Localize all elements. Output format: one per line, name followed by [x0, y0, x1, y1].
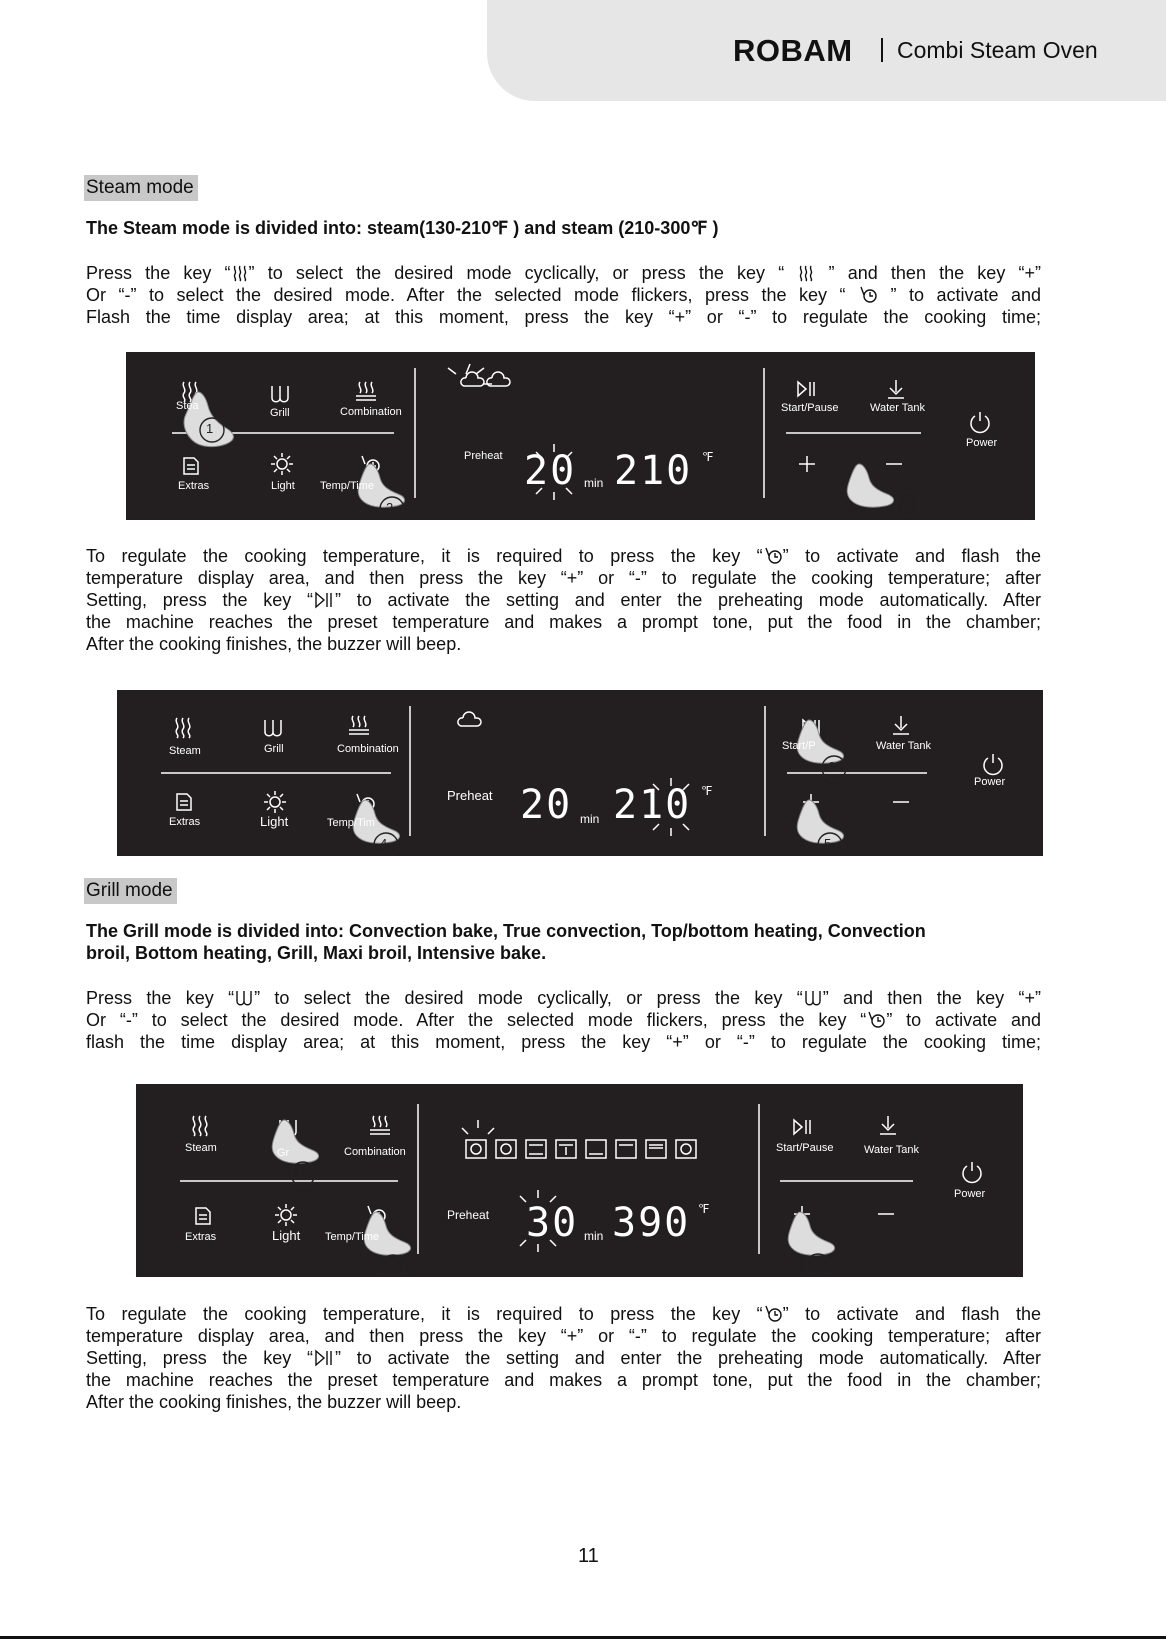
temp-time-icon — [763, 545, 783, 565]
text-segment: To regulate the cooking temperature, it is required to press the key “ — [86, 1304, 763, 1324]
text-segment: ” to activate and — [886, 1010, 1041, 1030]
flash-icon — [448, 364, 492, 384]
combination-key-label: Combination — [340, 406, 402, 418]
text-segment: ” and then the key “+” — [815, 263, 1041, 283]
water-tank-key-label: Water Tank — [876, 740, 932, 752]
start-pause-icon — [794, 1120, 810, 1134]
step-marker: 3 — [902, 495, 910, 510]
text-line — [86, 545, 1041, 567]
control-panel-steam-1 — [126, 352, 1035, 520]
power-icon — [971, 412, 989, 432]
steam-mode-tag: Steam mode — [84, 175, 198, 201]
start-pause-key-label: Start/P — [782, 740, 816, 752]
text-segment: ” to select the desired mode cyclically, or press the key “ — [254, 988, 803, 1008]
water-tank-key-label: Water Tank — [870, 402, 926, 414]
steam-icon — [231, 264, 249, 282]
start-pause-key-label: Start/Pause — [776, 1142, 834, 1154]
text-line — [86, 1347, 1041, 1369]
text-line — [86, 262, 1041, 284]
steam-paragraph-2 — [86, 545, 1041, 655]
power-icon — [963, 1162, 981, 1182]
flash-icon — [462, 1120, 494, 1134]
preheat-label: Preheat — [464, 450, 503, 462]
power-key-label: Power — [954, 1188, 986, 1200]
grill-key-label: Grill — [264, 743, 284, 755]
power-key-label: Power — [974, 776, 1006, 788]
text-line: temperature display area, and then press the key “+” or “-” to regulate the cooking temperature; after — [86, 568, 1041, 588]
preheat-label: Preheat — [447, 788, 493, 803]
step-marker: 6 — [828, 759, 836, 774]
text-line: Flash the time display area; at this moment, press the key “+” or “-” to regulate the cooking time; — [86, 307, 1041, 327]
text-segment: Or “-” to select the desired mode. After the selected mode flickers, press the key “ — [86, 1010, 867, 1030]
light-icon — [277, 459, 287, 469]
grill-mode-tag: Grill mode — [84, 878, 177, 904]
text-line — [86, 987, 1041, 1009]
grill-icon — [265, 720, 281, 736]
text-line — [86, 589, 1041, 611]
light-key-label: Light — [272, 1228, 301, 1243]
extras-key-label: Extras — [169, 816, 201, 828]
grill-mode-heading — [86, 920, 1066, 964]
time-display: 20 — [520, 782, 573, 828]
text-line: After the cooking finishes, the buzzer will beep. — [86, 1392, 462, 1412]
step-marker: 2 — [386, 500, 394, 515]
control-panel-steam-2 — [117, 690, 1043, 856]
text-segment: ” to activate and — [877, 285, 1041, 305]
combination-icon — [356, 382, 376, 400]
combination-key-label: Combination — [337, 743, 399, 755]
page-number: 11 — [578, 1545, 599, 1567]
extras-key-label: Extras — [185, 1231, 217, 1243]
temperature-unit: ℉ — [698, 1202, 710, 1216]
text-segment: ” to activate the setting and enter the preheating mode automatically. After — [335, 590, 1042, 610]
time-display: 20 — [524, 448, 577, 494]
heading-line: The Grill mode is divided into: Convection bake, True convection, Top/bottom heating, Convection — [86, 921, 926, 941]
text-line — [86, 1009, 1041, 1031]
text-segment: Setting, press the key “ — [86, 1348, 313, 1368]
water-tank-icon — [888, 380, 904, 398]
pointing-hand-icon — [847, 464, 893, 507]
start-pause-icon — [798, 382, 814, 396]
text-line: the machine reaches the preset temperature and makes a prompt tone, put the food in the chamber; — [86, 1370, 1041, 1390]
cloud-steam-icon — [461, 372, 484, 386]
light-icon — [270, 797, 280, 807]
preheat-label: Preheat — [447, 1208, 490, 1222]
grill-key-label: Grill — [270, 407, 290, 419]
combination-key-label: Combination — [344, 1146, 406, 1158]
text-segment: Setting, press the key “ — [86, 590, 313, 610]
power-key-label: Power — [966, 437, 998, 449]
step-marker: 5 — [824, 836, 832, 851]
light-key-label: Light — [271, 480, 295, 492]
cooking-function-icon — [466, 1140, 486, 1158]
temp-time-key-label: Temp/Time — [325, 1231, 379, 1243]
cooking-function-icon — [616, 1140, 636, 1158]
temp-time-icon — [763, 1303, 783, 1323]
steam-mode-heading: The Steam mode is divided into: steam(130-210℉ ) and steam (210-300℉ ) — [86, 218, 719, 238]
grill-icon — [234, 989, 254, 1007]
start-pause-icon — [313, 591, 335, 609]
temperature-display: 390 — [612, 1200, 691, 1246]
light-icon — [281, 1210, 291, 1220]
grill-icon — [272, 386, 288, 402]
temperature-display: 210 — [613, 782, 692, 828]
steam-icon — [797, 264, 815, 282]
time-unit: min — [584, 1229, 604, 1243]
extras-icon — [177, 794, 191, 810]
grill-paragraph-2 — [86, 1303, 1041, 1413]
cooking-function-icon — [646, 1140, 666, 1158]
text-line: After the cooking finishes, the buzzer will beep. — [86, 634, 462, 654]
combination-icon — [349, 716, 369, 734]
text-segment: Press the key “ — [86, 263, 231, 283]
cooking-function-icon — [526, 1140, 546, 1158]
heading-line: broil, Bottom heating, Grill, Maxi broil, Intensive bake. — [86, 943, 547, 963]
combination-icon — [370, 1116, 390, 1134]
cooking-function-icon — [586, 1140, 606, 1158]
steam-key-label: Steam — [185, 1142, 217, 1154]
control-panel-grill — [136, 1084, 1023, 1277]
steam-key-label: Stea — [176, 400, 199, 412]
steam-icon — [193, 1116, 207, 1136]
pointing-hand-icon — [788, 1212, 834, 1255]
text-line — [86, 284, 1041, 306]
step-marker: 1 — [206, 421, 214, 436]
temperature-unit: ℉ — [701, 784, 713, 798]
cooking-function-icon — [496, 1140, 516, 1158]
temp-time-key-label: Temp/Tim — [327, 817, 375, 829]
extras-icon — [196, 1208, 210, 1224]
temperature-display: 210 — [614, 448, 693, 494]
product-name: Combi Steam Oven — [897, 37, 1098, 63]
temp-time-icon — [858, 284, 878, 304]
steam-paragraph-1 — [86, 262, 1041, 328]
water-tank-icon — [880, 1116, 896, 1134]
temp-time-icon — [866, 1009, 886, 1029]
start-pause-icon — [313, 1349, 335, 1367]
cloud-steam-icon — [458, 712, 481, 726]
step-marker: 3 — [812, 1257, 820, 1272]
grill-paragraph-1 — [86, 987, 1041, 1053]
time-unit: min — [584, 476, 604, 490]
header-divider — [881, 38, 883, 62]
start-pause-key-label: Start/Pause — [781, 402, 839, 414]
step-marker: 2 — [387, 1258, 395, 1273]
text-segment: ” to select the desired mode cyclically, or press the key “ — [248, 263, 798, 283]
extras-icon — [184, 458, 198, 474]
step-marker: 4 — [380, 836, 388, 851]
brand-logo: ROBAM — [733, 33, 853, 68]
water-tank-key-label: Water Tank — [864, 1144, 920, 1156]
temperature-unit: ℉ — [702, 450, 714, 464]
text-segment: ” and then the key “+” — [822, 988, 1041, 1008]
time-unit: min — [580, 812, 600, 826]
text-segment: ” to activate the setting and enter the preheating mode automatically. After — [335, 1348, 1042, 1368]
text-segment: Or “-” to select the desired mode. After the selected mode flickers, press the key “ — [86, 285, 858, 305]
temp-time-key-label: Temp/Time — [320, 480, 374, 492]
text-line — [86, 1303, 1041, 1325]
time-display: 30 — [526, 1200, 579, 1246]
grill-icon — [803, 989, 823, 1007]
text-segment: ” to activate and flash the — [782, 546, 1041, 566]
text-segment: ” to activate and flash the — [782, 1304, 1041, 1324]
power-icon — [984, 754, 1002, 774]
text-line: the machine reaches the preset temperature and makes a prompt tone, put the food in the chamber; — [86, 612, 1041, 632]
text-line: temperature display area, and then press the key “+” or “-” to regulate the cooking temperature; after — [86, 1326, 1041, 1346]
steam-icon — [176, 718, 190, 738]
text-segment: To regulate the cooking temperature, it is required to press the key “ — [86, 546, 763, 566]
plus-key-icon — [799, 456, 815, 472]
light-key-label: Light — [260, 814, 289, 829]
cooking-function-icon — [676, 1140, 696, 1158]
grill-key-label: Gr — [277, 1147, 290, 1159]
text-line: flash the time display area; at this moment, press the key “+” or “-” to regulate the cooking time; — [86, 1032, 1041, 1052]
water-tank-icon — [893, 716, 909, 734]
step-marker: 1 — [297, 1165, 305, 1180]
steam-key-label: Steam — [169, 745, 201, 757]
extras-key-label: Extras — [178, 480, 210, 492]
text-segment: Press the key “ — [86, 988, 235, 1008]
